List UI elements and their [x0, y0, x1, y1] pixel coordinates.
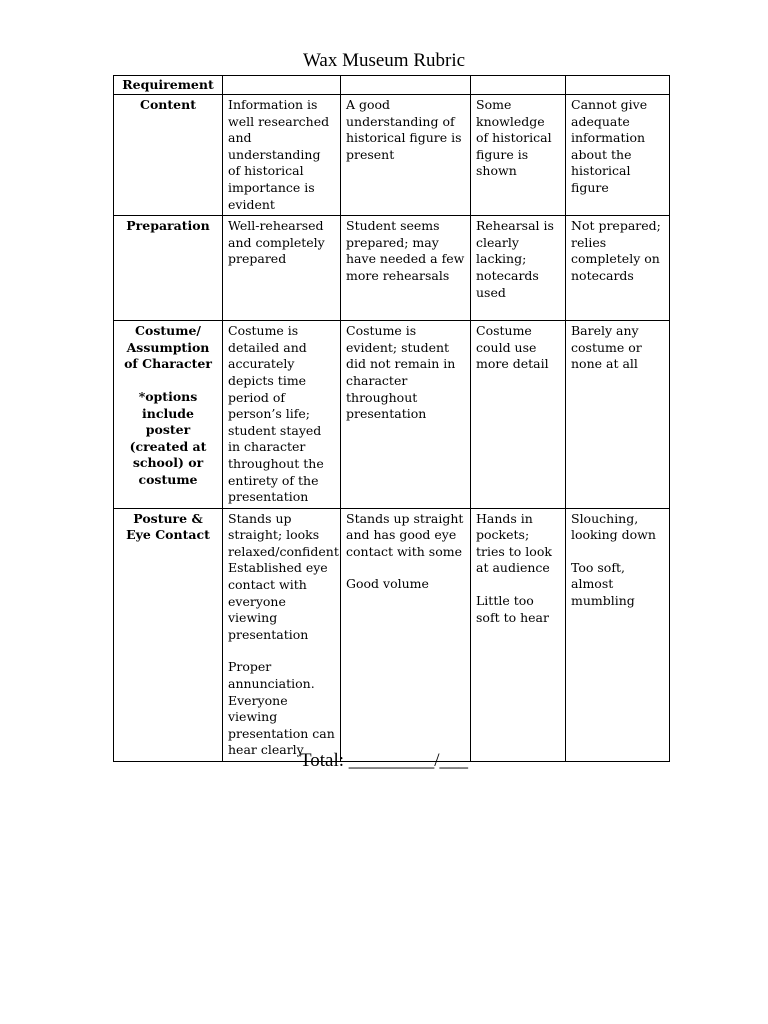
table-row-preparation: [114, 216, 670, 321]
level-header-cell: [566, 76, 670, 95]
table-row-costume: [114, 321, 670, 509]
level-text-extra: Proper annunciation. Everyone viewing presentation can hear clearly: [228, 659, 335, 758]
level-cell: Cannot give adequate information about the historical figure: [566, 95, 670, 216]
requirement-label: Costume/ Assumption of Character: [124, 323, 212, 372]
total-score-line: Total: _________/___: [299, 750, 469, 771]
table-row-posture: [114, 508, 670, 761]
level-cell: Information is well researched and understanding of historical importance is evident: [223, 95, 341, 216]
requirement-cell: Preparation: [114, 216, 223, 321]
level-text-extra: Too soft, almost mumbling: [571, 559, 635, 609]
level-cell: [566, 508, 670, 761]
requirement-cell: Posture & Eye Contact: [114, 508, 223, 761]
level-cell: Some knowledge of historical figure is shown: [471, 95, 566, 216]
level-header-cell: [223, 76, 341, 95]
level-cell: Not prepared; relies completely on notecards: [566, 216, 670, 321]
level-cell: Student seems prepared; may have needed a few more rehearsals: [341, 216, 471, 321]
table-header-row: [114, 76, 670, 95]
requirement-cell: Content: [114, 95, 223, 216]
rubric-table: [113, 75, 670, 762]
table-row-content: [114, 95, 670, 216]
page-title: Wax Museum Rubric: [302, 50, 466, 71]
level-header-cell: [471, 76, 566, 95]
requirement-note: *options include poster (created at school) or costume: [129, 388, 207, 487]
requirement-header: Requirement: [114, 76, 223, 95]
level-text: Hands in pockets; tries to look at audience: [476, 510, 552, 576]
level-cell: Well-rehearsed and completely prepared: [223, 216, 341, 321]
level-cell: Rehearsal is clearly lacking; notecards used: [471, 216, 566, 321]
requirement-cell: [114, 321, 223, 509]
level-cell: Costume could use more detail: [471, 321, 566, 509]
level-header-cell: [341, 76, 471, 95]
level-cell: A good understanding of historical figure is present: [341, 95, 471, 216]
level-cell: Costume is evident; student did not remain in character throughout presentation: [341, 321, 471, 509]
level-cell: Costume is detailed and accurately depicts time period of person’s life; student stayed in character throughout the entirety of the presentation: [223, 321, 341, 509]
level-cell: [341, 508, 471, 761]
level-cell: Barely any costume or none at all: [566, 321, 670, 509]
level-cell: [471, 508, 566, 761]
level-text-extra: Good volume: [346, 576, 429, 592]
level-text-extra: Little too soft to hear: [476, 593, 549, 625]
level-text: Slouching, looking down: [571, 510, 656, 543]
level-cell: [223, 508, 341, 761]
level-text: Stands up straight; looks relaxed/confident Established eye contact with everyone viewing presentation: [228, 510, 339, 642]
level-text: Stands up straight and has good eye contact with some: [346, 510, 464, 559]
